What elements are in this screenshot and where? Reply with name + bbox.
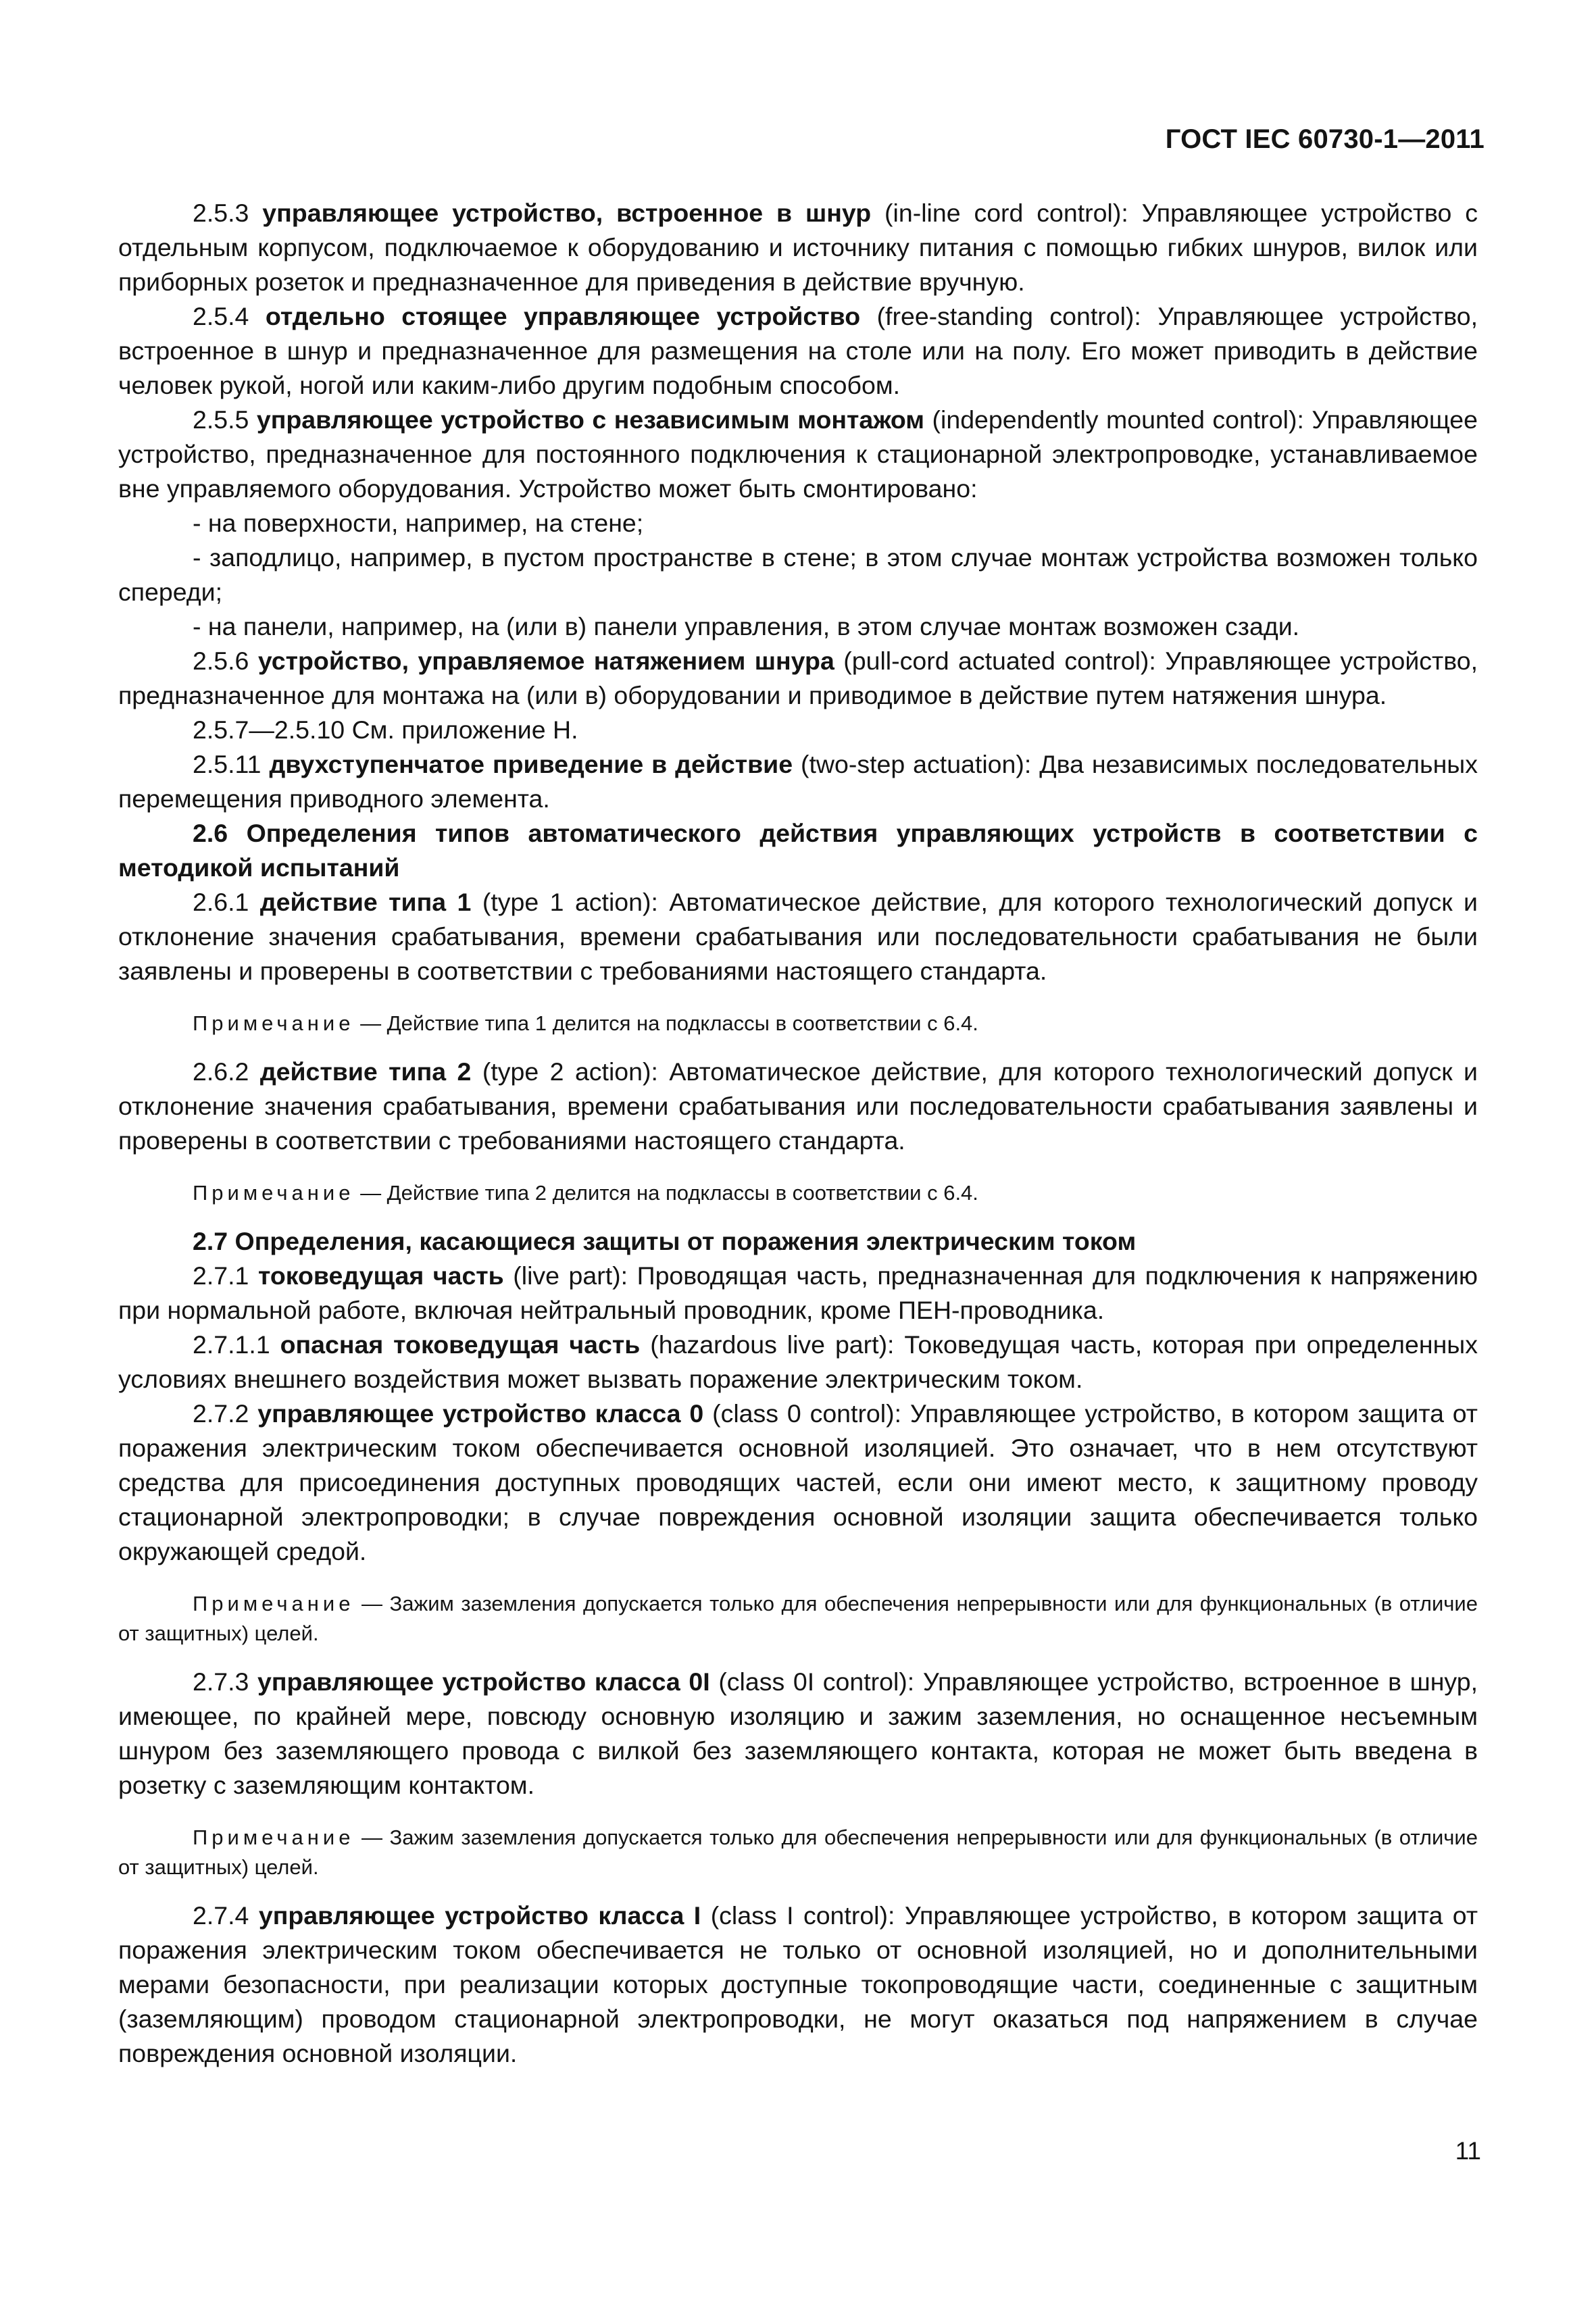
paragraph-text: (two-step actuation): Два независимых последовательных перемещения приводного элемента. (118, 750, 1478, 813)
definition-paragraph (118, 1055, 1478, 1158)
clause-number: 2.7.1.1 (193, 1330, 270, 1359)
paragraph-text: - на панели, например, на (или в) панели управления, в этом случае монтаж возможен сзади. (193, 612, 1300, 640)
text-paragraph (118, 713, 1478, 747)
section-heading-text: 2.7 Определения, касающиеся защиты от поражения электрическим током (193, 1227, 1137, 1255)
clause-number: 2.7.2 (193, 1399, 249, 1428)
note-text: — Зажим заземления допускается только для обеспечения непрерывности или для функциональных (в отличие от защитных) целей. (118, 1592, 1478, 1645)
paragraph-text: - на поверхности, например, на стене; (193, 509, 644, 537)
paragraph-text: (type 1 action): Автоматическое действие, для которого технологический допуск и отклонение значения срабатывания, времени срабатывания или последовательности срабатывания не были заявлены и проверены в соответствии с требованиями настоящего стандарта. (118, 888, 1478, 985)
definition-paragraph (118, 885, 1478, 988)
paragraph-text: 2.5.7—2.5.10 См. приложение Н. (193, 715, 578, 744)
clause-number: 2.7.4 (193, 1901, 249, 1930)
definition-paragraph (118, 1898, 1478, 2071)
note-label: Примечание (193, 1011, 355, 1035)
paragraph-text: (in-line cord control): Управляющее устройство с отдельным корпусом, подключаемое к оборудованию и источнику питания с помощью гибких шнуров, вилок или приборных розеток и предназначенное для приведения в действие вручную. (118, 199, 1478, 296)
clause-number: 2.7.3 (193, 1667, 249, 1696)
note-paragraph (118, 1823, 1478, 1882)
text-paragraph (118, 506, 1478, 540)
paragraph-text: (class I control): Управляющее устройство, в котором защита от поражения электрическим током обеспечивается не только от основной изоляцией, но и дополнительными мерами безопасности, при реализации которых доступные токопроводящие части, соединенные с защитным (заземляющим) проводом стационарной электропроводки, не могут оказаться под напряжением в случае повреждения основной изоляции. (118, 1901, 1478, 2067)
note-label: Примечание (193, 1826, 355, 1849)
paragraph-text: (pull-cord actuated control): Управляющее устройство, предназначенное для монтажа на (или в) оборудовании и приводимое в действие путем натяжения шнура. (118, 647, 1478, 709)
paragraph-text: (class 0I control): Управляющее устройство, встроенное в шнур, имеющее, по крайней мере, повсюду основную изоляцию и зажим заземления, но оснащенное несъемным шнуром без заземляющего провода с вилкой без заземляющего контакта, которая не может быть введена в розетку с заземляющим контактом. (118, 1667, 1478, 1799)
document-header: ГОСТ IEC 60730-1—2011 (1165, 124, 1485, 154)
text-paragraph (118, 609, 1478, 644)
note-text: — Действие типа 2 делится на подклассы в соответствии с 6.4. (360, 1181, 978, 1205)
paragraph-text: (independently mounted control): Управляющее устройство, предназначенное для постоянного подключения к стационарной электропроводке, устанавливаемое вне управляемого оборудования. Устройство может быть смонтировано: (118, 405, 1478, 503)
note-paragraph (118, 1589, 1478, 1649)
paragraph-text: (live part): Проводящая часть, предназначенная для подключения к напряжению при нормальной работе, включая нейтральный проводник, кроме ПЕН-проводника. (118, 1261, 1478, 1324)
defined-term: двухступенчатое приведение в действие (269, 750, 793, 778)
definition-paragraph (118, 403, 1478, 506)
defined-term: управляющее устройство класса I (258, 1901, 701, 1930)
paragraph-text: (class 0 control): Управляющее устройство, в котором защита от поражения электрическим током обеспечивается основной изоляцией. Это означает, что в нем отсутствуют средства для присоединения доступных проводящих частей, если они имеют место, к защитному проводу стационарной электропроводки; в случае повреждения основной изоляции защита обеспечивается только окружающей средой. (118, 1399, 1478, 1565)
defined-term: опасная токоведущая часть (280, 1330, 641, 1359)
definition-paragraph (118, 1665, 1478, 1803)
definition-paragraph (118, 1397, 1478, 1569)
definition-paragraph (118, 196, 1478, 299)
section-heading (118, 1224, 1478, 1259)
paragraph-text: (type 2 action): Автоматическое действие, для которого технологический допуск и отклонение значения срабатывания, времени срабатывания или последовательности срабатывания заявлены и проверены в соответствии с требованиями настоящего стандарта. (118, 1057, 1478, 1155)
defined-term: устройство, управляемое натяжением шнура (257, 647, 834, 675)
text-paragraph (118, 540, 1478, 609)
clause-number: 2.6.1 (193, 888, 249, 916)
clause-number: 2.6.2 (193, 1057, 249, 1086)
clause-number: 2.5.6 (193, 647, 249, 675)
note-paragraph (118, 1178, 1478, 1208)
defined-term: управляющее устройство класса 0I (257, 1667, 710, 1696)
defined-term: управляющее устройство, встроенное в шнур (262, 199, 872, 227)
defined-term: действие типа 2 (259, 1057, 472, 1086)
note-text: — Зажим заземления допускается только для обеспечения непрерывности или для функциональных (в отличие от защитных) целей. (118, 1826, 1478, 1879)
clause-number: 2.7.1 (193, 1261, 249, 1290)
section-heading-text: 2.6 Определения типов автоматического действия управляющих устройств в соответствии с методикой испытаний (118, 819, 1478, 882)
clause-number: 2.5.3 (193, 199, 249, 227)
defined-term: токоведущая часть (257, 1261, 504, 1290)
definition-paragraph (118, 644, 1478, 713)
paragraph-text: (hazardous live part): Токоведущая часть, которая при определенных условиях внешнего воздействия может вызвать поражение электрическим током. (118, 1330, 1478, 1393)
defined-term: управляющее устройство класса 0 (257, 1399, 704, 1428)
note-label: Примечание (193, 1592, 355, 1615)
defined-term: отдельно стоящее управляющее устройство (265, 302, 861, 330)
section-heading (118, 816, 1478, 885)
defined-term: управляющее устройство с независимым монтажом (256, 405, 925, 434)
definition-paragraph (118, 299, 1478, 403)
note-label: Примечание (193, 1181, 355, 1205)
document-body (118, 196, 1478, 2071)
clause-number: 2.5.4 (193, 302, 249, 330)
clause-number: 2.5.5 (193, 405, 249, 434)
definition-paragraph (118, 1328, 1478, 1397)
clause-number: 2.5.11 (193, 750, 261, 778)
note-text: — Действие типа 1 делится на подклассы в соответствии с 6.4. (360, 1011, 978, 1035)
definition-paragraph (118, 747, 1478, 816)
defined-term: действие типа 1 (259, 888, 472, 916)
paragraph-text: - заподлицо, например, в пустом пространстве в стене; в этом случае монтаж устройства возможен только спереди; (118, 543, 1478, 606)
definition-paragraph (118, 1259, 1478, 1328)
page-number: 11 (1455, 2137, 1481, 2165)
paragraph-text: (free-standing control): Управляющее устройство, встроенное в шнур и предназначенное для размещения на столе или на полу. Его может приводить в действие человек рукой, ногой или каким-либо другим подобным способом. (118, 302, 1478, 399)
note-paragraph (118, 1009, 1478, 1038)
